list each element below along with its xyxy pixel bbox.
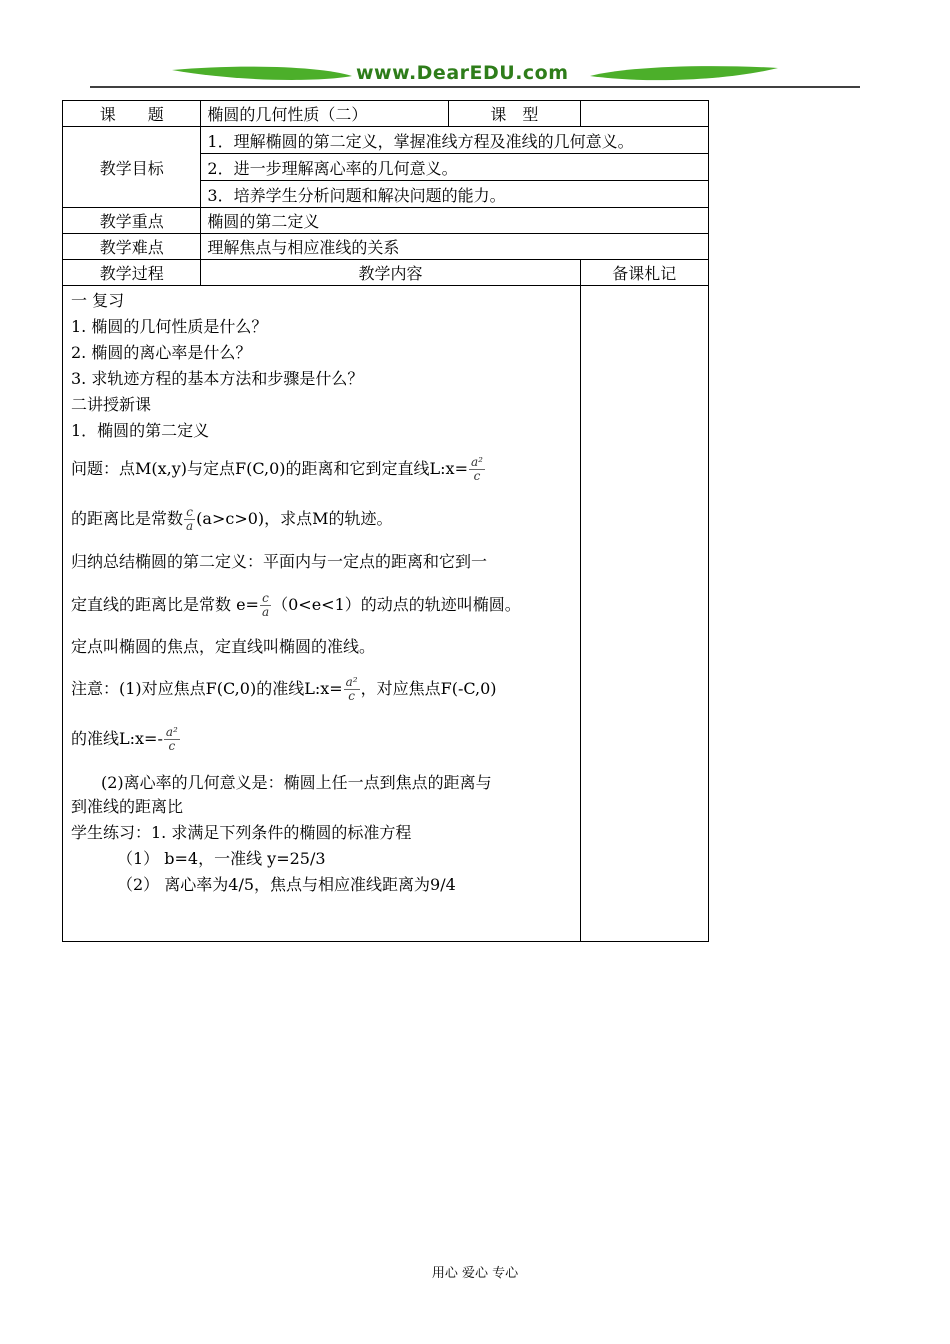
problem-text: 问题：点M(x,y)与定点F(C,0)的距离和它到定直线L:x= (71, 459, 468, 478)
note-text: 的准线L:x=- (71, 729, 163, 748)
section-heading: 1．椭圆的第二定义 (71, 421, 210, 440)
objectives-label: 教学目标 (63, 127, 201, 208)
type-value (580, 101, 708, 127)
new-lesson-heading: 二讲授新课 (71, 395, 152, 414)
fraction: $\frac{c}{a}$ (186, 505, 194, 533)
objective-item: 3．培养学生分析问题和解决问题的能力。 (201, 181, 709, 208)
note-text: ，对应焦点F(-C,0) (360, 679, 497, 698)
objective-item: 1．理解椭圆的第二定义，掌握准线方程及准线的几何意义。 (201, 127, 709, 154)
practice-heading: 学生练习：1. 求满足下列条件的椭圆的标准方程 (71, 823, 412, 842)
problem-line (71, 494, 574, 544)
review-question: 1. 椭圆的几何性质是什么？ (71, 317, 268, 336)
fraction: $\frac{\text{a²}}{c}$ (165, 725, 178, 753)
definition-text: （0<e<1）的动点的轨迹叫椭圆。 (272, 595, 521, 614)
note-text: (2)离心率的几何意义是：椭圆上任一点到焦点的距离与 (101, 773, 492, 792)
definition-text: 定点叫椭圆的焦点，定直线叫椭圆的准线。 (71, 637, 376, 656)
note-line (71, 664, 574, 714)
review-question: 2. 椭圆的离心率是什么？ (71, 343, 252, 362)
topic-value: 椭圆的几何性质（二） (201, 101, 449, 127)
note-line (71, 714, 574, 764)
definition-line (71, 580, 574, 630)
type-label: 课 型 (449, 101, 580, 127)
problem-line (71, 444, 574, 494)
definition-text: 定直线的距离比是常数 e= (71, 595, 259, 614)
lesson-table (62, 100, 709, 942)
fraction: $\frac{c}{a}$ (261, 591, 270, 619)
fraction: $\frac{\text{a²}}{c}$ (471, 455, 483, 483)
key-point-label: 教学重点 (63, 208, 201, 234)
key-point-value: 椭圆的第二定义 (201, 208, 709, 234)
difficulty-value: 理解焦点与相应准线的关系 (201, 234, 709, 260)
lesson-content (63, 286, 581, 942)
note-text: 注意：(1)对应焦点F(C,0)的准线L:x= (71, 679, 343, 698)
site-logo-text: www.DearEDU.com (356, 62, 569, 84)
process-label: 教学过程 (63, 260, 201, 286)
topic-label: 课 题 (63, 101, 201, 127)
notes-cell (580, 286, 708, 942)
note-text: 到准线的距离比 (71, 797, 184, 816)
practice-item: （1） b=4，一准线 y=25/3 (117, 849, 326, 868)
footer-text: 用心 爱心 专心 (431, 1266, 519, 1281)
review-heading: 一 复习 (71, 291, 125, 310)
problem-text: (a>c>0)，求点M的轨迹。 (196, 509, 393, 528)
objective-item: 2．进一步理解离心率的几何意义。 (201, 154, 709, 181)
fraction: $\frac{\text{a²}}{c}$ (345, 675, 358, 703)
difficulty-label: 教学难点 (63, 234, 201, 260)
practice-item: （2） 离心率为4/5，焦点与相应准线距离为9/4 (117, 875, 456, 894)
content-label: 教学内容 (201, 260, 580, 286)
problem-text: 的距离比是常数 (71, 509, 184, 528)
notes-label: 备课札记 (580, 260, 708, 286)
definition-text: 归纳总结椭圆的第二定义：平面内与一定点的距离和它到一 (71, 552, 488, 571)
review-question: 3. 求轨迹方程的基本方法和步骤是什么？ (71, 369, 364, 388)
